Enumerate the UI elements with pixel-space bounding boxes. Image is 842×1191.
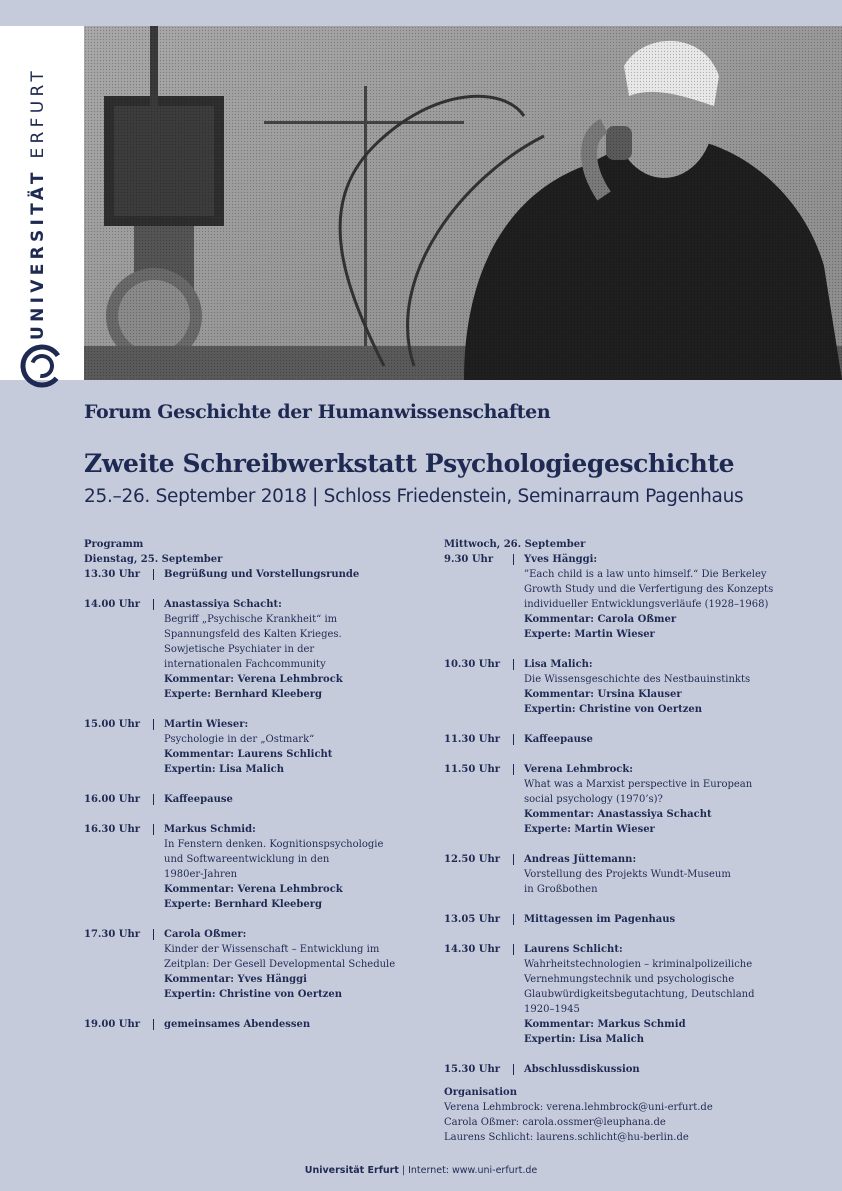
slot-body	[513, 912, 794, 927]
slot-time: 19.00 Uhr	[84, 1019, 141, 1030]
slot-title: Andreas Jüttemann:	[524, 854, 637, 865]
slot-description-line: In Fenstern denken. Kognitionspsychologie	[164, 839, 384, 850]
slot-description-line: Spannungsfeld des Kalten Krieges.	[164, 629, 342, 640]
slot-body	[513, 762, 794, 837]
university-wordmark: UNIVERSITÄT ERFURT	[28, 66, 48, 340]
slot-expert: Expertin: Lisa Malich	[524, 1034, 644, 1045]
slot-commentary: Kommentar: Verena Lehmbrock	[164, 884, 343, 895]
slot-description-line: 1980er-Jahren	[164, 869, 238, 880]
slot-body	[513, 552, 794, 642]
footer	[0, 1165, 842, 1176]
schedule-slot	[444, 657, 794, 717]
program-label: Programm	[84, 539, 144, 550]
slot-title: Martin Wieser:	[164, 719, 249, 730]
slot-time: 11.50 Uhr	[444, 764, 501, 775]
slot-body	[513, 1062, 794, 1077]
slot-body	[513, 657, 794, 717]
schedule-slot	[84, 567, 424, 582]
slot-title: Laurens Schlicht:	[524, 944, 623, 955]
footer-website: Internet: www.uni-erfurt.de	[408, 1165, 538, 1176]
slot-time: 10.30 Uhr	[444, 659, 501, 670]
page-title: Zweite Schreibwerkstatt Psychologiegeschichte	[84, 449, 735, 478]
slot-time: 13.05 Uhr	[444, 914, 501, 925]
slot-title: Kaffeepause	[524, 734, 593, 745]
slot-commentary: Kommentar: Ursina Klauser	[524, 689, 682, 700]
schedule-slot	[444, 732, 794, 747]
slot-description-line: Psychologie in der „Ostmark“	[164, 734, 315, 745]
organisation-label: Organisation	[444, 1087, 517, 1098]
slot-expert: Expertin: Christine von Oertzen	[524, 704, 703, 715]
slot-title: Begrüßung und Vorstellungsrunde	[164, 569, 360, 580]
slot-time: 14.30 Uhr	[444, 944, 501, 955]
slot-description-line: Glaubwürdigkeitsbegutachtung, Deutschland	[524, 989, 755, 1000]
slot-title: Mittagessen im Pagenhaus	[524, 914, 676, 925]
schedule-slot	[84, 792, 424, 807]
slot-expert: Experte: Bernhard Kleeberg	[164, 899, 323, 910]
slot-description-line: Sowjetische Psychiater in der	[164, 644, 315, 655]
slot-body	[153, 717, 424, 777]
slot-body	[153, 597, 424, 702]
slot-description-line: internationalen Fachcommunity	[164, 659, 326, 670]
day-heading: Dienstag, 25. September	[84, 554, 223, 565]
schedule-slot	[84, 597, 424, 702]
schedule-slot	[444, 942, 794, 1047]
slot-description-line: Vernehmungstechnik und psychologische	[524, 974, 735, 985]
slot-body	[153, 792, 424, 807]
slot-time: 16.30 Uhr	[84, 824, 141, 835]
schedule-slot	[84, 927, 424, 1002]
slot-expert: Expertin: Lisa Malich	[164, 764, 284, 775]
day-heading: Mittwoch, 26. September	[444, 539, 586, 550]
slot-description-line: Zeitplan: Der Gesell Developmental Schedule	[164, 959, 396, 970]
slot-description-line: Begriff „Psychische Krankheit“ im	[164, 614, 338, 625]
slot-description-line: social psychology (1970’s)?	[524, 794, 663, 805]
slot-expert: Experte: Martin Wieser	[524, 824, 655, 835]
slot-title: Verena Lehmbrock:	[524, 764, 633, 775]
slot-description-line: und Softwareentwicklung in den	[164, 854, 330, 865]
slot-time: 13.30 Uhr	[84, 569, 141, 580]
slot-commentary: Kommentar: Carola Oßmer	[524, 614, 677, 625]
schedule-slot	[444, 762, 794, 837]
slot-time: 9.30 Uhr	[444, 554, 494, 565]
slot-description-line: Vorstellung des Projekts Wundt-Museum	[524, 869, 731, 880]
slot-title: Carola Oßmer:	[164, 929, 247, 940]
slot-title: gemeinsames Abendessen	[164, 1019, 311, 1030]
schedule-slot	[444, 852, 794, 897]
schedule-slot	[84, 717, 424, 777]
slot-title: Kaffeepause	[164, 794, 233, 805]
program-day-2	[444, 537, 794, 1145]
schedule-slot	[84, 822, 424, 912]
slot-commentary: Kommentar: Yves Hänggi	[164, 974, 307, 985]
slot-time: 15.00 Uhr	[84, 719, 141, 730]
slot-time: 11.30 Uhr	[444, 734, 501, 745]
slot-body	[513, 942, 794, 1047]
footer-separator: |	[398, 1165, 409, 1176]
slot-title: Abschlussdiskussion	[524, 1064, 640, 1075]
slot-title: Lisa Malich:	[524, 659, 593, 670]
slot-description-line: ”Each child is a law unto himself.“ Die Berkeley	[524, 569, 767, 580]
organisation-block	[444, 1085, 794, 1145]
organisation-contact: Laurens Schlicht: laurens.schlicht@hu-berlin.de	[444, 1132, 689, 1143]
slot-commentary: Kommentar: Markus Schmid	[524, 1019, 686, 1030]
slot-title: Markus Schmid:	[164, 824, 256, 835]
slot-expert: Expertin: Christine von Oertzen	[164, 989, 343, 1000]
slot-commentary: Kommentar: Anastassiya Schacht	[524, 809, 712, 820]
slot-title: Yves Hänggi:	[524, 554, 598, 565]
slot-time: 17.30 Uhr	[84, 929, 141, 940]
day-2-schedule	[444, 552, 794, 1077]
program-day-1	[84, 537, 424, 1032]
slot-description-line: Growth Study und die Verfertigung des Konzepts	[524, 584, 774, 595]
slot-description-line: What was a Marxist perspective in European	[524, 779, 753, 790]
schedule-slot	[444, 912, 794, 927]
slot-commentary: Kommentar: Verena Lehmbrock	[164, 674, 343, 685]
schedule-slot	[444, 1062, 794, 1077]
schedule-slot	[84, 1017, 424, 1032]
university-logo-icon	[20, 344, 64, 388]
slot-description-line: 1920–1945	[524, 1004, 580, 1015]
footer-university-name: Universität Erfurt	[304, 1165, 399, 1176]
slot-body	[153, 1017, 424, 1032]
forum-heading: Forum Geschichte der Humanwissenschaften	[84, 401, 551, 423]
slot-body	[153, 567, 424, 582]
slot-time: 12.50 Uhr	[444, 854, 501, 865]
slot-expert: Experte: Martin Wieser	[524, 629, 655, 640]
schedule-slot	[444, 552, 794, 642]
slot-expert: Experte: Bernhard Kleeberg	[164, 689, 323, 700]
organisation-contact: Verena Lehmbrock: verena.lehmbrock@uni-erfurt.de	[444, 1102, 713, 1113]
header-photo	[84, 26, 842, 380]
slot-body	[153, 822, 424, 912]
slot-description-line: Die Wissensgeschichte des Nestbauinstinkts	[524, 674, 751, 685]
slot-description-line: Kinder der Wissenschaft – Entwicklung im	[164, 944, 380, 955]
slot-time: 16.00 Uhr	[84, 794, 141, 805]
organisation-contact: Carola Oßmer: carola.ossmer@leuphana.de	[444, 1117, 666, 1128]
slot-title: Anastassiya Schacht:	[164, 599, 282, 610]
day-1-schedule	[84, 567, 424, 1032]
slot-description-line: Wahrheitstechnologien – kriminalpolizeiliche	[524, 959, 753, 970]
slot-body	[153, 927, 424, 1002]
slot-commentary: Kommentar: Laurens Schlicht	[164, 749, 333, 760]
slot-description-line: in Großbothen	[524, 884, 598, 895]
slot-time: 14.00 Uhr	[84, 599, 141, 610]
slot-time: 15.30 Uhr	[444, 1064, 501, 1075]
slot-description-line: individueller Entwicklungsverläufe (1928–1968)	[524, 599, 769, 610]
logo-panel	[0, 26, 84, 380]
slot-body	[513, 732, 794, 747]
slot-body	[513, 852, 794, 897]
event-date-location: 25.–26. September 2018 | Schloss Friedenstein, Seminarraum Pagenhaus	[84, 486, 744, 507]
